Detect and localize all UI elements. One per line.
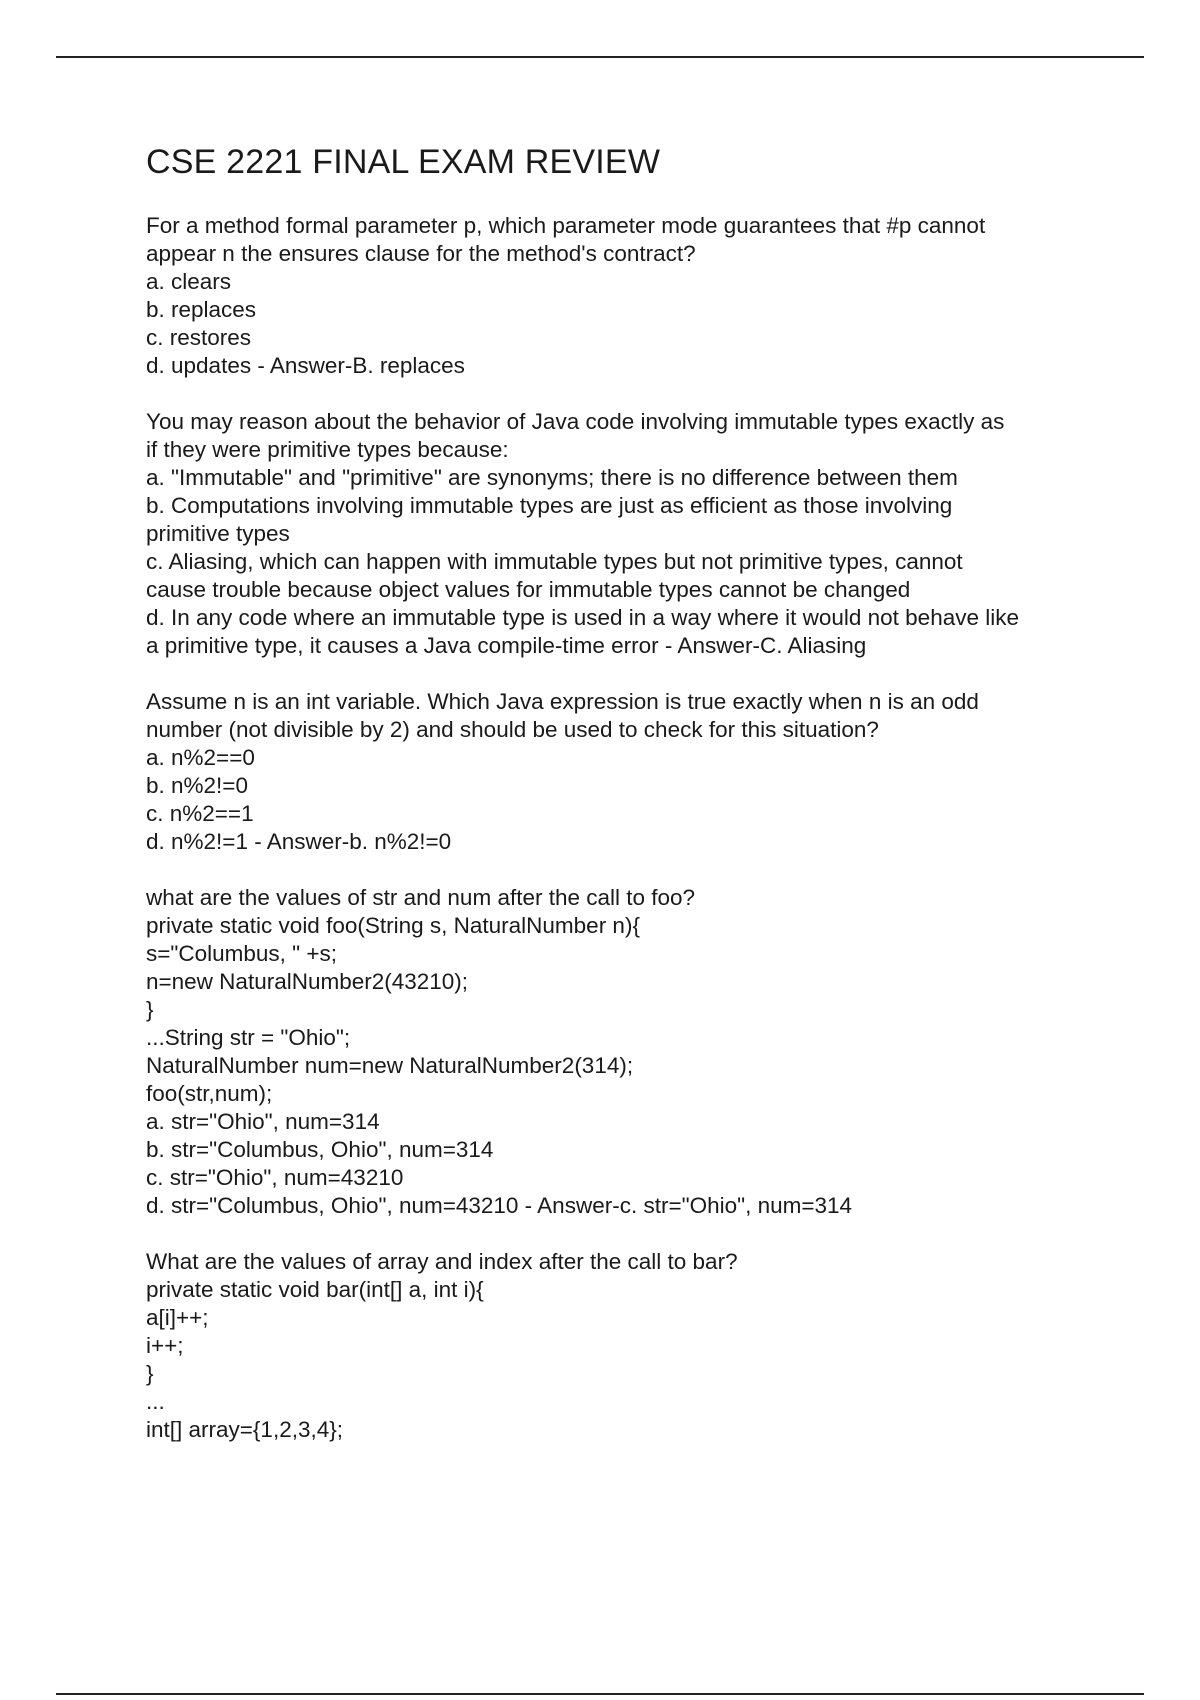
question-block	[146, 408, 1106, 660]
answer-option: a. "Immutable" and "primitive" are synonyms; there is no difference between them	[146, 465, 958, 490]
question-text: number (not divisible by 2) and should be used to check for this situation?	[146, 717, 879, 742]
answer-option: c. str="Ohio", num=43210	[146, 1165, 404, 1190]
answer-option-with-key: d. str="Columbus, Ohio", num=43210 - Answer-c. str="Ohio", num=314	[146, 1193, 853, 1218]
code-line: private static void foo(String s, NaturalNumber n){	[146, 913, 640, 938]
code-line: foo(str,num);	[146, 1081, 273, 1106]
question-block	[146, 212, 1106, 380]
bottom-divider	[56, 1693, 1144, 1695]
question-text: Assume n is an int variable. Which Java expression is true exactly when n is an odd	[146, 689, 979, 714]
answer-option: c. restores	[146, 325, 252, 350]
question-text: appear n the ensures clause for the method's contract?	[146, 241, 696, 266]
answer-option: a. n%2==0	[146, 745, 255, 770]
code-line: s="Columbus, " +s;	[146, 941, 338, 966]
question-text: what are the values of str and num after the call to foo?	[146, 885, 696, 910]
answer-option: primitive types	[146, 521, 290, 546]
page-title: CSE 2221 FINAL EXAM REVIEW	[146, 143, 661, 181]
answer-option: a. str="Ohio", num=314	[146, 1109, 380, 1134]
question-text: What are the values of array and index after the call to bar?	[146, 1249, 738, 1274]
answer-option: c. n%2==1	[146, 801, 254, 826]
answer-option: b. str="Columbus, Ohio", num=314	[146, 1137, 494, 1162]
answer-option-with-key: d. updates - Answer-B. replaces	[146, 353, 465, 378]
question-block	[146, 1248, 1106, 1444]
question-text: For a method formal parameter p, which parameter mode guarantees that #p cannot	[146, 213, 986, 238]
question-block	[146, 884, 1106, 1220]
answer-option-with-key: d. n%2!=1 - Answer-b. n%2!=0	[146, 829, 452, 854]
answer-option: b. n%2!=0	[146, 773, 248, 798]
code-line: NaturalNumber num=new NaturalNumber2(314);	[146, 1053, 634, 1078]
top-divider	[56, 56, 1144, 58]
answer-option: b. Computations involving immutable types are just as efficient as those involving	[146, 493, 953, 518]
answer-option: d. In any code where an immutable type is used in a way where it would not behave like	[146, 605, 1019, 630]
document-page	[146, 142, 1106, 1472]
code-line: i++;	[146, 1333, 184, 1358]
code-line: a[i]++;	[146, 1305, 209, 1330]
code-line: }	[146, 1361, 154, 1386]
answer-option: c. Aliasing, which can happen with immutable types but not primitive types, cannot	[146, 549, 963, 574]
code-line: private static void bar(int[] a, int i){	[146, 1277, 484, 1302]
code-line: }	[146, 997, 154, 1022]
answer-option: cause trouble because object values for immutable types cannot be changed	[146, 577, 911, 602]
code-line: int[] array={1,2,3,4};	[146, 1417, 344, 1442]
code-line: ...	[146, 1389, 165, 1414]
answer-option-with-key: a primitive type, it causes a Java compile-time error - Answer-C. Aliasing	[146, 633, 867, 658]
question-text: if they were primitive types because:	[146, 437, 509, 462]
question-text: You may reason about the behavior of Java code involving immutable types exactly as	[146, 409, 1005, 434]
answer-option: a. clears	[146, 269, 232, 294]
code-line: ...String str = "Ohio";	[146, 1025, 351, 1050]
code-line: n=new NaturalNumber2(43210);	[146, 969, 469, 994]
question-block	[146, 688, 1106, 856]
answer-option: b. replaces	[146, 297, 257, 322]
